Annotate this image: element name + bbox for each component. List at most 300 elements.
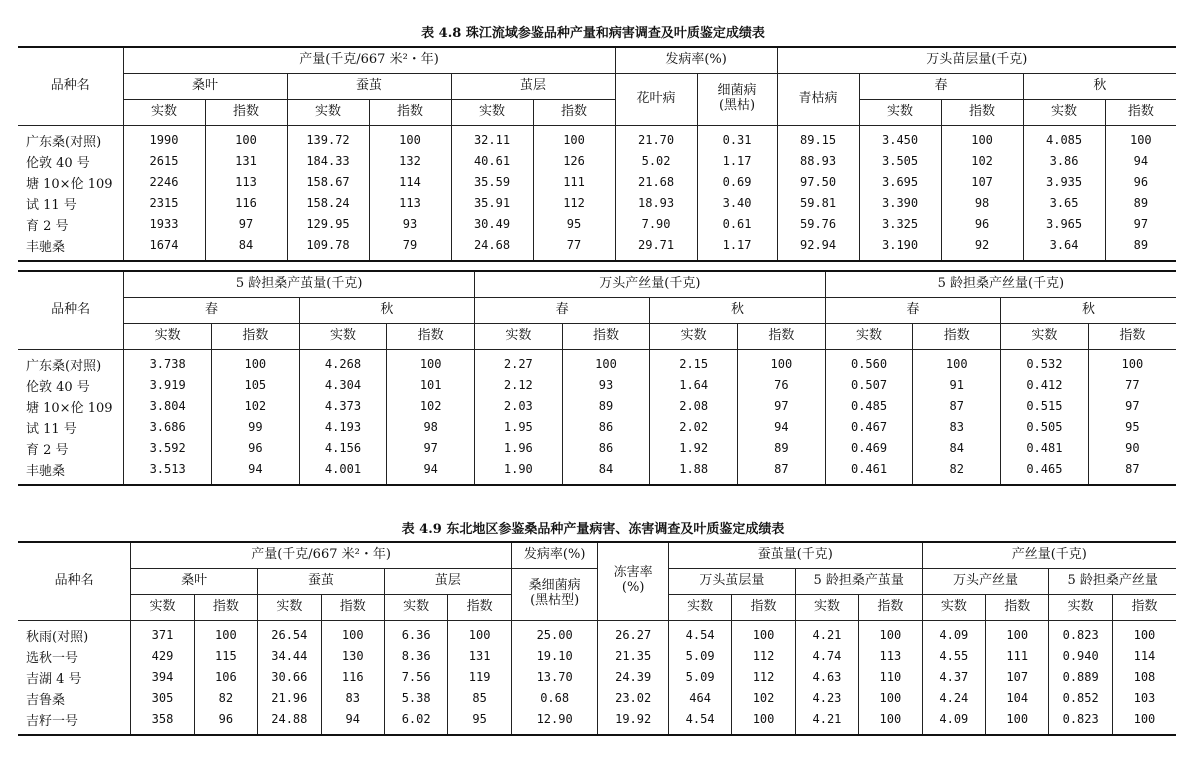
col-header-index: 指数: [448, 594, 511, 620]
value-cell: 129.95: [287, 214, 369, 235]
variety-name-cell: 丰驰桑: [18, 235, 123, 256]
value-cell: 85: [448, 688, 511, 709]
col-header-index: 指数: [211, 323, 299, 349]
col-header-index: 指数: [205, 99, 287, 125]
value-cell: 100: [859, 688, 922, 709]
table-row: [18, 193, 1176, 214]
value-cell: 96: [194, 709, 257, 730]
value-cell: 115: [194, 646, 257, 667]
col-header-actual: 实数: [123, 99, 205, 125]
value-cell: 5.09: [668, 646, 731, 667]
value-cell: 0.823: [1049, 625, 1112, 646]
value-cell: 84: [205, 235, 287, 256]
col-header-variety: 品种名: [18, 271, 124, 349]
value-cell: 100: [1112, 709, 1176, 730]
col-header-actual: 实数: [825, 323, 913, 349]
variety-name-cell: 育 2 号: [18, 438, 124, 459]
value-cell: 82: [194, 688, 257, 709]
value-cell: 184.33: [287, 151, 369, 172]
table-row: [18, 172, 1176, 193]
value-cell: 87: [738, 459, 826, 480]
value-cell: 3.965: [1023, 214, 1105, 235]
value-cell: 158.24: [287, 193, 369, 214]
col-header-actual: 实数: [859, 99, 941, 125]
value-cell: 26.54: [258, 625, 321, 646]
col-header-spring: 春: [475, 297, 650, 323]
value-cell: 97: [205, 214, 287, 235]
col-header-shell: 茧层: [451, 73, 615, 99]
value-cell: 1.17: [697, 151, 777, 172]
value-cell: 1.17: [697, 235, 777, 256]
value-cell: 30.49: [451, 214, 533, 235]
value-cell: 1.92: [650, 438, 738, 459]
value-cell: 4.09: [922, 709, 985, 730]
value-cell: 59.81: [777, 193, 859, 214]
value-cell: 5.38: [384, 688, 447, 709]
value-cell: 111: [986, 646, 1049, 667]
value-cell: 95: [533, 214, 615, 235]
value-cell: 109.78: [287, 235, 369, 256]
value-cell: 305: [131, 688, 194, 709]
value-cell: 98: [941, 193, 1023, 214]
value-cell: 371: [131, 625, 194, 646]
variety-name-cell: 育 2 号: [18, 214, 123, 235]
col-header-actual: 实数: [650, 323, 738, 349]
value-cell: 32.11: [451, 130, 533, 151]
value-cell: 0.515: [1001, 396, 1089, 417]
col-header-index: 指数: [941, 99, 1023, 125]
col-header-cocoon: 蚕茧: [258, 568, 385, 594]
value-cell: 102: [941, 151, 1023, 172]
value-cell: 5.09: [668, 667, 731, 688]
col-header-5age-silk: 5 龄担桑产丝量: [1049, 568, 1176, 594]
table-row: [18, 417, 1176, 438]
col-header-index: 指数: [1112, 594, 1176, 620]
value-cell: 2.08: [650, 396, 738, 417]
value-cell: 82: [913, 459, 1001, 480]
value-cell: 94: [738, 417, 826, 438]
value-cell: 3.513: [124, 459, 212, 480]
value-cell: 21.35: [598, 646, 668, 667]
value-cell: 12.90: [511, 709, 598, 730]
value-cell: 0.69: [697, 172, 777, 193]
value-cell: 3.65: [1023, 193, 1105, 214]
value-cell: 2.27: [475, 354, 563, 375]
value-cell: 77: [1088, 375, 1176, 396]
value-cell: 132: [369, 151, 451, 172]
table-row: [18, 396, 1176, 417]
col-header-autumn: 秋: [1001, 297, 1176, 323]
variety-name-cell: 试 11 号: [18, 193, 123, 214]
col-header-index: 指数: [1088, 323, 1176, 349]
table-4-8-caption: 表 4.8 珠江流域参鉴品种产量和病害调查及叶质鉴定成绩表: [421, 26, 765, 41]
value-cell: 4.21: [795, 709, 858, 730]
value-cell: 1.90: [475, 459, 563, 480]
table-row: [18, 688, 1176, 709]
value-cell: 3.919: [124, 375, 212, 396]
value-cell: 5.02: [615, 151, 697, 172]
table-4-8-part2: [18, 270, 1176, 486]
value-cell: 100: [913, 354, 1001, 375]
table-4-8-part1: [18, 46, 1176, 262]
value-cell: 95: [448, 709, 511, 730]
value-cell: 98: [387, 417, 475, 438]
value-cell: 97: [738, 396, 826, 417]
value-cell: 103: [1112, 688, 1176, 709]
col-header-index: 指数: [859, 594, 922, 620]
table-row: [18, 709, 1176, 730]
value-cell: 108: [1112, 667, 1176, 688]
value-cell: 3.64: [1023, 235, 1105, 256]
value-cell: 21.68: [615, 172, 697, 193]
value-cell: 1.64: [650, 375, 738, 396]
value-cell: 94: [211, 459, 299, 480]
col-header-actual: 实数: [258, 594, 321, 620]
col-header-mosaic: 花叶病: [615, 73, 697, 125]
value-cell: 4.09: [922, 625, 985, 646]
variety-name-cell: 吉籽一号: [18, 709, 131, 730]
value-cell: 4.37: [922, 667, 985, 688]
col-header-index: 指数: [986, 594, 1049, 620]
value-cell: 100: [941, 130, 1023, 151]
value-cell: 2315: [123, 193, 205, 214]
col-header-spring: 春: [859, 73, 1023, 99]
value-cell: 112: [732, 646, 795, 667]
col-header-wan-silk: 万头产丝量: [922, 568, 1049, 594]
col-header-disease: 发病率(%): [615, 47, 777, 73]
col-header-actual: 实数: [287, 99, 369, 125]
value-cell: 1990: [123, 130, 205, 151]
value-cell: 13.70: [511, 667, 598, 688]
value-cell: 87: [1088, 459, 1176, 480]
value-cell: 4.23: [795, 688, 858, 709]
variety-name-cell: 伦敦 40 号: [18, 375, 124, 396]
value-cell: 112: [533, 193, 615, 214]
table-row: [18, 625, 1176, 646]
value-cell: 106: [194, 667, 257, 688]
value-cell: 97: [1088, 396, 1176, 417]
value-cell: 3.40: [697, 193, 777, 214]
value-cell: 119: [448, 667, 511, 688]
table-row: [18, 375, 1176, 396]
value-cell: 102: [387, 396, 475, 417]
value-cell: 1674: [123, 235, 205, 256]
value-cell: 111: [533, 172, 615, 193]
value-cell: 113: [369, 193, 451, 214]
value-cell: 0.823: [1049, 709, 1112, 730]
value-cell: 100: [448, 625, 511, 646]
value-cell: 96: [941, 214, 1023, 235]
table-row: [18, 459, 1176, 480]
value-cell: 0.461: [825, 459, 913, 480]
value-cell: 112: [732, 667, 795, 688]
value-cell: 3.390: [859, 193, 941, 214]
table-row: [18, 214, 1176, 235]
value-cell: 34.44: [258, 646, 321, 667]
variety-name-cell: 选秋一号: [18, 646, 131, 667]
variety-name-cell: 伦敦 40 号: [18, 151, 123, 172]
col-header-variety: 品种名: [18, 542, 131, 620]
value-cell: 100: [738, 354, 826, 375]
col-header-5age-silk: 5 龄担桑产丝量(千克): [825, 271, 1176, 297]
col-header-wan: 万头苗层量(千克): [777, 47, 1176, 73]
value-cell: 3.86: [1023, 151, 1105, 172]
value-cell: 131: [205, 151, 287, 172]
value-cell: 100: [732, 709, 795, 730]
value-cell: 8.36: [384, 646, 447, 667]
value-cell: 116: [321, 667, 384, 688]
col-header-qingku: 青枯病: [777, 73, 859, 125]
value-cell: 105: [211, 375, 299, 396]
value-cell: 0.481: [1001, 438, 1089, 459]
col-header-actual: 实数: [795, 594, 858, 620]
value-cell: 102: [732, 688, 795, 709]
value-cell: 21.96: [258, 688, 321, 709]
value-cell: 100: [859, 625, 922, 646]
value-cell: 89.15: [777, 130, 859, 151]
table-row: [18, 354, 1176, 375]
value-cell: 3.738: [124, 354, 212, 375]
value-cell: 2615: [123, 151, 205, 172]
value-cell: 0.465: [1001, 459, 1089, 480]
value-cell: 0.485: [825, 396, 913, 417]
value-cell: 0.507: [825, 375, 913, 396]
value-cell: 0.61: [697, 214, 777, 235]
value-cell: 1.96: [475, 438, 563, 459]
value-cell: 4.373: [299, 396, 387, 417]
col-header-autumn: 秋: [650, 297, 825, 323]
col-header-index: 指数: [321, 594, 384, 620]
value-cell: 3.935: [1023, 172, 1105, 193]
col-header-actual: 实数: [299, 323, 387, 349]
col-header-wan-silk: 万头产丝量(千克): [475, 271, 826, 297]
col-header-index: 指数: [562, 323, 650, 349]
value-cell: 4.304: [299, 375, 387, 396]
value-cell: 93: [369, 214, 451, 235]
col-header-index: 指数: [533, 99, 615, 125]
value-cell: 102: [211, 396, 299, 417]
value-cell: 96: [211, 438, 299, 459]
col-header-leaf: 桑叶: [123, 73, 287, 99]
value-cell: 2.12: [475, 375, 563, 396]
value-cell: 4.156: [299, 438, 387, 459]
value-cell: 4.63: [795, 667, 858, 688]
value-cell: 83: [913, 417, 1001, 438]
value-cell: 131: [448, 646, 511, 667]
col-header-leaf: 桑叶: [131, 568, 258, 594]
value-cell: 100: [205, 130, 287, 151]
variety-name-cell: 吉湖 4 号: [18, 667, 131, 688]
col-header-actual: 实数: [451, 99, 533, 125]
value-cell: 7.56: [384, 667, 447, 688]
value-cell: 100: [732, 625, 795, 646]
value-cell: 0.505: [1001, 417, 1089, 438]
value-cell: 19.10: [511, 646, 598, 667]
value-cell: 84: [913, 438, 1001, 459]
value-cell: 110: [859, 667, 922, 688]
value-cell: 96: [1105, 172, 1176, 193]
col-header-index: 指数: [738, 323, 826, 349]
value-cell: 3.695: [859, 172, 941, 193]
value-cell: 6.02: [384, 709, 447, 730]
value-cell: 94: [321, 709, 384, 730]
col-header-index: 指数: [732, 594, 795, 620]
col-header-actual: 实数: [1001, 323, 1089, 349]
value-cell: 100: [387, 354, 475, 375]
col-header-bacterial: 细菌病 (黑枯): [697, 73, 777, 125]
col-header-index: 指数: [369, 99, 451, 125]
value-cell: 100: [986, 625, 1049, 646]
value-cell: 4.268: [299, 354, 387, 375]
value-cell: 93: [562, 375, 650, 396]
value-cell: 92: [941, 235, 1023, 256]
value-cell: 97.50: [777, 172, 859, 193]
value-cell: 97: [387, 438, 475, 459]
value-cell: 113: [205, 172, 287, 193]
value-cell: 104: [986, 688, 1049, 709]
col-header-actual: 实数: [131, 594, 194, 620]
value-cell: 4.085: [1023, 130, 1105, 151]
variety-name-cell: 广东桑(对照): [18, 354, 124, 375]
value-cell: 100: [533, 130, 615, 151]
table-row: [18, 438, 1176, 459]
variety-name-cell: 广东桑(对照): [18, 130, 123, 151]
value-cell: 92.94: [777, 235, 859, 256]
value-cell: 24.68: [451, 235, 533, 256]
value-cell: 23.02: [598, 688, 668, 709]
col-header-actual: 实数: [668, 594, 731, 620]
value-cell: 4.001: [299, 459, 387, 480]
value-cell: 35.59: [451, 172, 533, 193]
value-cell: 97: [1105, 214, 1176, 235]
variety-name-cell: 试 11 号: [18, 417, 124, 438]
value-cell: 2.03: [475, 396, 563, 417]
value-cell: 100: [194, 625, 257, 646]
value-cell: 3.804: [124, 396, 212, 417]
value-cell: 394: [131, 667, 194, 688]
value-cell: 30.66: [258, 667, 321, 688]
value-cell: 94: [387, 459, 475, 480]
col-header-index: 指数: [913, 323, 1001, 349]
table-row: [18, 667, 1176, 688]
col-header-frost: 冻害率 (%): [598, 542, 668, 620]
value-cell: 3.190: [859, 235, 941, 256]
value-cell: 116: [205, 193, 287, 214]
value-cell: 89: [1105, 193, 1176, 214]
value-cell: 24.39: [598, 667, 668, 688]
value-cell: 2.02: [650, 417, 738, 438]
value-cell: 91: [913, 375, 1001, 396]
table-row: [18, 646, 1176, 667]
variety-name-cell: 丰驰桑: [18, 459, 124, 480]
col-header-shell: 茧层: [384, 568, 511, 594]
value-cell: 76: [738, 375, 826, 396]
value-cell: 87: [913, 396, 1001, 417]
col-header-index: 指数: [1105, 99, 1176, 125]
value-cell: 429: [131, 646, 194, 667]
col-header-actual: 实数: [475, 323, 563, 349]
value-cell: 114: [1112, 646, 1176, 667]
value-cell: 84: [562, 459, 650, 480]
value-cell: 2.15: [650, 354, 738, 375]
col-header-actual: 实数: [124, 323, 212, 349]
value-cell: 4.24: [922, 688, 985, 709]
value-cell: 4.74: [795, 646, 858, 667]
value-cell: 0.469: [825, 438, 913, 459]
value-cell: 1.95: [475, 417, 563, 438]
value-cell: 4.54: [668, 709, 731, 730]
value-cell: 107: [986, 667, 1049, 688]
value-cell: 139.72: [287, 130, 369, 151]
col-header-5age-cocoon: 5 龄担桑产茧量(千克): [124, 271, 475, 297]
value-cell: 59.76: [777, 214, 859, 235]
value-cell: 25.00: [511, 625, 598, 646]
value-cell: 79: [369, 235, 451, 256]
value-cell: 86: [562, 417, 650, 438]
value-cell: 4.55: [922, 646, 985, 667]
value-cell: 6.36: [384, 625, 447, 646]
value-cell: 0.940: [1049, 646, 1112, 667]
value-cell: 113: [859, 646, 922, 667]
value-cell: 100: [321, 625, 384, 646]
table-row: [18, 151, 1176, 172]
value-cell: 83: [321, 688, 384, 709]
value-cell: 21.70: [615, 130, 697, 151]
value-cell: 88.93: [777, 151, 859, 172]
col-header-5age-cocoon: 5 龄担桑产茧量: [795, 568, 922, 594]
col-header-actual: 实数: [1023, 99, 1105, 125]
value-cell: 100: [562, 354, 650, 375]
col-header-actual: 实数: [384, 594, 447, 620]
col-header-cocoon: 蚕茧: [287, 73, 451, 99]
table-row: [18, 130, 1176, 151]
variety-name-cell: 塘 10×伦 109: [18, 396, 124, 417]
value-cell: 100: [1088, 354, 1176, 375]
value-cell: 24.88: [258, 709, 321, 730]
col-header-index: 指数: [387, 323, 475, 349]
value-cell: 4.193: [299, 417, 387, 438]
col-header-actual: 实数: [1049, 594, 1112, 620]
value-cell: 40.61: [451, 151, 533, 172]
col-header-wan-shell: 万头茧层量: [668, 568, 795, 594]
value-cell: 26.27: [598, 625, 668, 646]
col-header-bacterial: 桑细菌病 (黑枯型): [511, 568, 598, 620]
value-cell: 77: [533, 235, 615, 256]
col-header-variety: 品种名: [18, 47, 123, 125]
table-row: [18, 235, 1176, 256]
value-cell: 3.325: [859, 214, 941, 235]
value-cell: 100: [369, 130, 451, 151]
variety-name-cell: 秋雨(对照): [18, 625, 131, 646]
value-cell: 2246: [123, 172, 205, 193]
value-cell: 18.93: [615, 193, 697, 214]
value-cell: 101: [387, 375, 475, 396]
value-cell: 4.54: [668, 625, 731, 646]
value-cell: 107: [941, 172, 1023, 193]
value-cell: 100: [211, 354, 299, 375]
value-cell: 94: [1105, 151, 1176, 172]
value-cell: 100: [1105, 130, 1176, 151]
col-header-yield: 产量(千克/667 米²・年): [131, 542, 512, 568]
variety-name-cell: 吉鲁桑: [18, 688, 131, 709]
value-cell: 19.92: [598, 709, 668, 730]
value-cell: 95: [1088, 417, 1176, 438]
col-header-autumn: 秋: [299, 297, 474, 323]
value-cell: 126: [533, 151, 615, 172]
col-header-actual: 实数: [922, 594, 985, 620]
value-cell: 3.450: [859, 130, 941, 151]
value-cell: 100: [1112, 625, 1176, 646]
